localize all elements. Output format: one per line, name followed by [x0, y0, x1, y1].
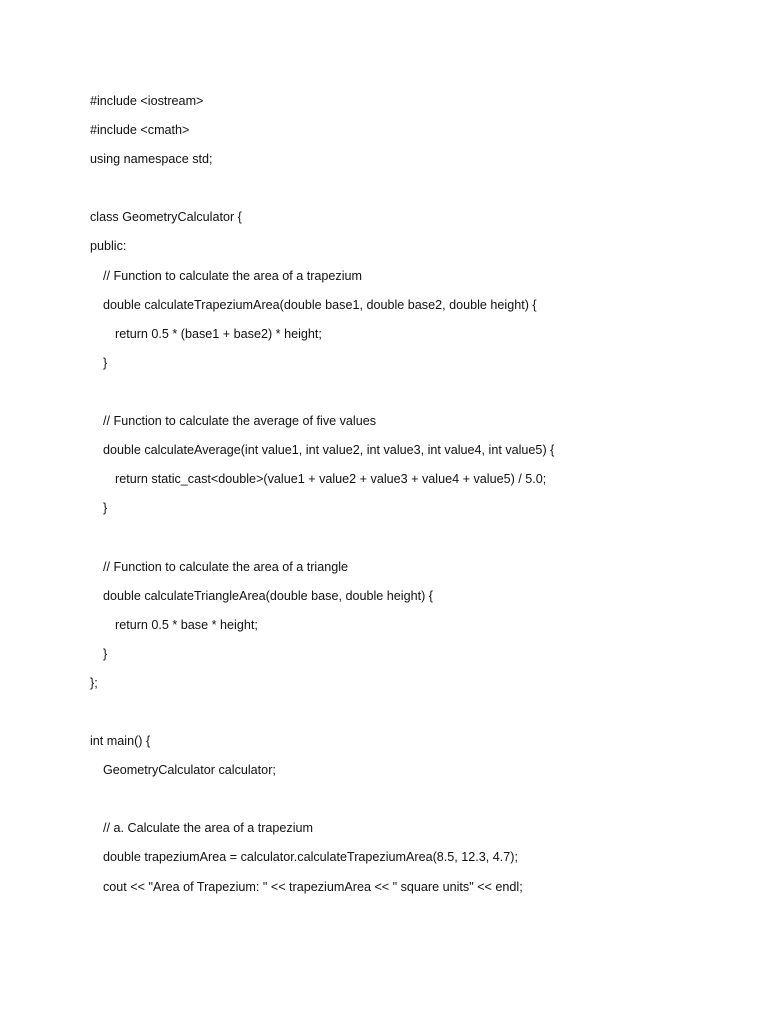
code-line: int main() {	[90, 734, 151, 749]
code-line: return static_cast<double>(value1 + value2 + value3 + value4 + value5) / 5.0;	[115, 472, 547, 487]
code-line: public:	[90, 239, 127, 254]
code-line: #include <iostream>	[90, 94, 204, 108]
code-comment-line: // Function to calculate the average of five values	[103, 414, 377, 429]
code-line: class GeometryCalculator {	[90, 210, 242, 225]
code-line: }	[103, 501, 108, 516]
code-line: return 0.5 * (base1 + base2) * height;	[115, 326, 322, 341]
blank-line	[90, 174, 730, 203]
code-line: using namespace std;	[90, 152, 213, 167]
code-line: #include <cmath>	[90, 123, 190, 138]
code-line: };	[90, 675, 98, 690]
code-line: return 0.5 * base * height;	[115, 617, 258, 632]
code-line: cout << "Area of Trapezium: " << trapeziumArea << " square units" << endl;	[103, 879, 523, 894]
code-comment-line: // a. Calculate the area of a trapezium	[103, 821, 314, 836]
code-line: double trapeziumArea = calculator.calculateTrapeziumArea(8.5, 12.3, 4.7);	[103, 850, 519, 865]
blank-line	[90, 523, 730, 552]
blank-line	[90, 785, 730, 814]
code-line: double calculateAverage(int value1, int value2, int value3, int value4, int value5) {	[103, 443, 555, 458]
code-listing	[90, 87, 730, 902]
blank-line	[90, 378, 730, 407]
code-line: double calculateTriangleArea(double base, double height) {	[103, 588, 434, 603]
blank-line	[90, 698, 730, 727]
code-line: double calculateTrapeziumArea(double base1, double base2, double height) {	[103, 297, 537, 312]
code-line: }	[103, 355, 108, 370]
code-comment-line: // Function to calculate the area of a trapezium	[103, 268, 363, 283]
code-comment-line: // Function to calculate the area of a triangle	[103, 559, 349, 574]
code-line: }	[103, 646, 108, 661]
code-line: GeometryCalculator calculator;	[103, 763, 276, 778]
